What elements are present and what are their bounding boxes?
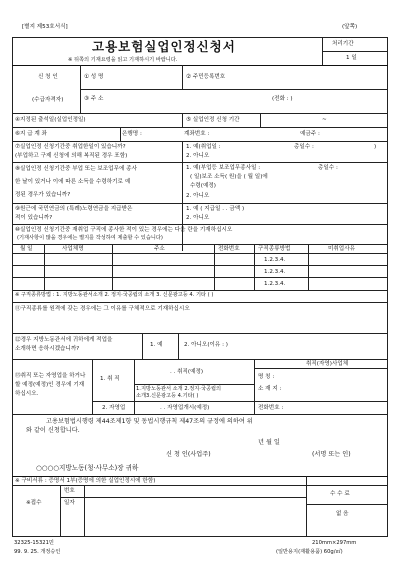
q8-income-line: ( 일)보조 소득( 원)을 ( 월 일)에 <box>190 174 268 180</box>
q12-question-1: ⑫경우 지방노동관서에 귀하에게 적업을 <box>15 337 113 343</box>
name-label: ① 성 명 <box>84 74 104 80</box>
q7-no-option[interactable]: 2. 아니오 <box>186 153 210 159</box>
q7-total-days: 총일수 : <box>294 144 314 150</box>
claim-period-label: ⑤ 실업인정 신청 기간 <box>186 117 240 123</box>
bank-name-label: 은행명 : <box>122 131 142 137</box>
q7-question-note: (부업하고 구제 신청에 의해 복직된 경우 포함) <box>15 153 128 159</box>
instruction-text: ※ 뒤쪽의 기재요령을 읽고 기재하시기 바랍니다. <box>68 57 178 63</box>
q9-question-2: 적이 있습니까? <box>15 215 53 221</box>
col-phone: 전화번호 <box>218 246 240 252</box>
address-label: ③ 주 소 <box>84 96 104 102</box>
attachment-label: ※ 구비서류 : 증명서 1부(증명에 의한 실업인정시에 한함) <box>15 478 156 484</box>
q13-company-address: 소 재 지 : <box>258 386 282 392</box>
q9-no-option[interactable]: 2. 아니오 <box>186 215 210 221</box>
method-note: ※ 구직종류방법 : 1. 지방노동관서소개 2. 정지·국공립의 소개 3. 신문광고등 4. 기타 ( ) <box>15 292 214 298</box>
q10-question: ⑩실업인정 신청기간중 재취업 구직에 종사한 적이 있는 경우에는 다음 란을 기재하십시오 <box>15 227 233 233</box>
declaration-text-1: 고용보험법시행령 제44조제1항 및 동법시행규칙 제47조의 규정에 의하여 위 <box>46 418 253 425</box>
form-title: 고용보험실업인정신청서 <box>92 39 236 54</box>
q13-route-2: 소개3.신문광고등 4.기타( ) <box>136 393 199 399</box>
q8-receipt-line: 수령(예정) <box>190 183 216 189</box>
signature-field[interactable]: (서명 또는 인) <box>312 451 351 458</box>
account-number-label: 계좌번호 : <box>184 131 210 137</box>
q12-no-option[interactable]: 2. 아니오(이유 : ) <box>184 342 228 348</box>
paper-type: (일반용지(재활용품) 60g/㎡) <box>276 549 343 555</box>
q8-question-2: 한 날이 있거나 이에 따른 소득을 수령하기로 예 <box>15 179 131 185</box>
applicant-sublabel: (수급자격자) <box>32 97 64 103</box>
reception-date: 일자 <box>64 500 75 506</box>
q13-phone: 전화번호 : <box>258 405 284 411</box>
declaration-text-2: 와 같이 신청합니다. <box>26 427 80 434</box>
q13-question-1: ⑬취직 또는 자영업을 하거나 <box>15 373 86 379</box>
col-method: 구직종류방법 <box>258 246 291 252</box>
recipient: ○○○○지방노동(청·사무소)장 귀하 <box>36 464 139 472</box>
q8-no-option[interactable]: 2. 아니오 <box>186 193 210 199</box>
phone-label: (전화 : ) <box>272 96 293 102</box>
col-company: 사업체명 <box>62 246 84 252</box>
q7-yes-option[interactable]: 1. 예(취업일 : <box>186 144 221 150</box>
signer-label: 신 청 인(사업주) <box>166 451 211 458</box>
applicant-label: 신 청 인 <box>38 74 58 80</box>
fee-label: 수 수 료 <box>330 491 350 497</box>
q13-question-2: 할 예정(예정)인 경우에 기재 <box>15 382 85 388</box>
q13-company-header: 취직(자영)사업체 <box>306 361 349 367</box>
bank-account-label: ⑥지 급 계 좌 <box>15 131 47 137</box>
table-row[interactable]: 1.2.3.4. <box>264 269 286 275</box>
q12-question-2: 소개하면 응하시겠습니까? <box>15 346 80 352</box>
declaration-date: 년 월 일 <box>258 439 280 446</box>
form-id: [별지 제53호서식] <box>22 24 68 30</box>
q8-question-1: ⑧실업인정 신청기간중 부업 또는 보조업무에 종사 <box>15 166 137 172</box>
page-side: (앞쪽) <box>342 24 358 30</box>
q13-route: 1.지방노동관서 소개 2.정지·국공립의 <box>136 386 222 392</box>
q13-self-option[interactable]: 2. 자영업 <box>102 405 126 411</box>
attendance-date-label: ④지정된 출석일(실업인정일) <box>15 117 86 123</box>
q13-job-date: . . 취직(예정) <box>170 369 204 375</box>
process-period-label: 처리기간 <box>332 41 354 47</box>
period-tilde: ~ <box>322 117 327 123</box>
fee-value: 없 음 <box>336 511 349 517</box>
q9-yes-option[interactable]: 1. 예 ( 지급일 . . 금액 ) <box>186 206 245 212</box>
q8-total-days: 총일수 : <box>318 165 338 171</box>
rrn-label: ② 주민등록번호 <box>186 74 226 80</box>
q13-company-name: 명 칭 : <box>258 374 275 380</box>
reception-number: 번호 <box>64 488 75 494</box>
col-date: 월 일 <box>20 246 33 252</box>
reception-label: ※접수 <box>26 500 42 506</box>
table-row[interactable]: 1.2.3.4. <box>264 281 286 287</box>
process-period-value: 1 일 <box>346 55 357 61</box>
account-holder-label: 예금주 : <box>300 131 320 137</box>
q13-job-option[interactable]: 1. 취 직 <box>100 376 120 382</box>
form-frame <box>12 37 388 537</box>
q13-self-date: . . 자영업개시(예정) <box>160 405 210 411</box>
footer-code: 32325-15321민 <box>14 540 54 546</box>
col-address: 주소 <box>154 246 165 252</box>
q8-question-3: 정된 경우가 있습니까? <box>15 192 71 198</box>
q13-question-3: 하십시오. <box>15 391 39 397</box>
q7-close: ) <box>374 144 377 150</box>
footer-date: 99. 9. 25. 개정승인 <box>14 549 61 555</box>
q8-yes-option[interactable]: 1. 예(부업등 보조업무종사일 : <box>186 165 261 171</box>
q12-yes-option[interactable]: 1. 예 <box>150 342 163 348</box>
q7-question: ⑦실업인정 신청기간중 취업한일이 있습니까? <box>15 144 126 150</box>
table-row[interactable]: 1.2.3.4. <box>264 257 286 263</box>
q9-question-1: ⑨원근에 국민연금의 (특례)노령연금을 지급받은 <box>15 206 133 212</box>
q11-question: ⑪구직종류를 원격에 갖는 경우에는 그 이유를 구체적으로 기재하십시오 <box>15 306 190 312</box>
col-reason: 미취업사유 <box>328 246 356 252</box>
q10-subnote: (기재사항이 많을 경우에는 별지를 작성하여 제출할 수 있습니다) <box>17 235 163 241</box>
paper-size: 210mm×297mm <box>312 540 357 546</box>
